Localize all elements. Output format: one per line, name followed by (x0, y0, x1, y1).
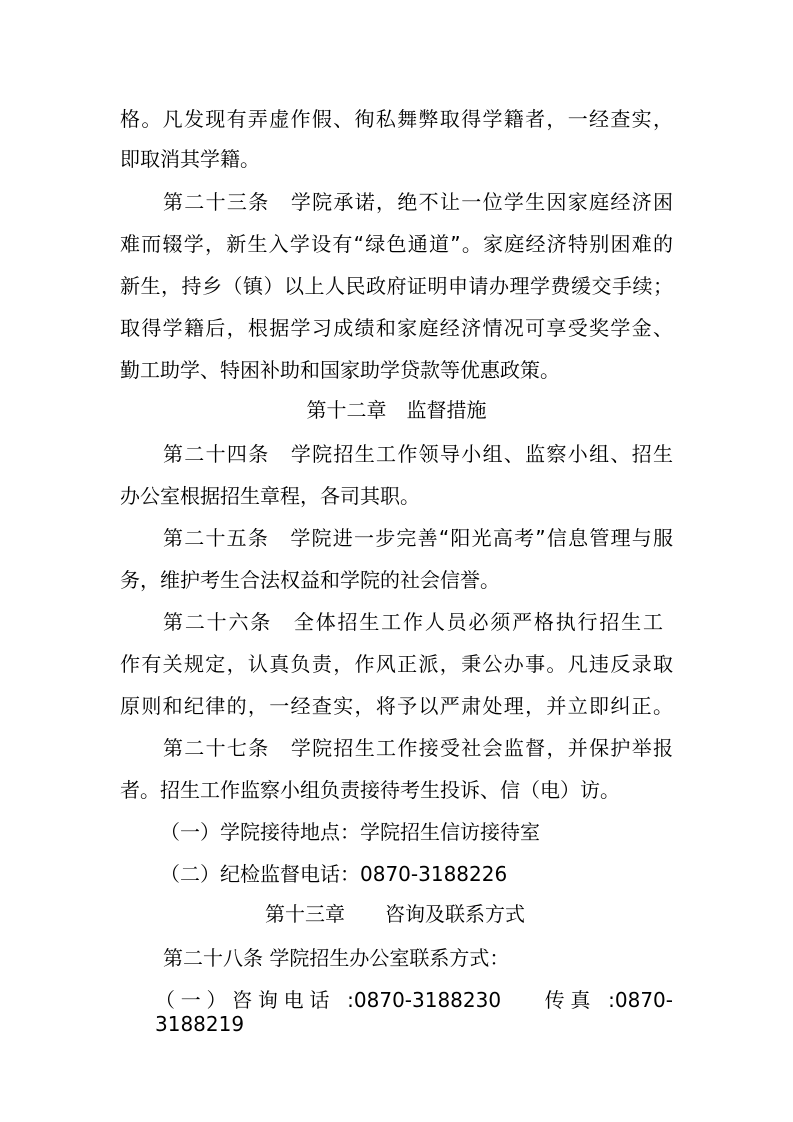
paragraph-line: 取得学籍后，根据学习成绩和家庭经济情况可享受奖学金、 (120, 316, 673, 340)
paragraph-line: 新生，持乡（镇）以上人民政府证明申请办理学费缓交手续； (120, 274, 673, 298)
paragraph-line: 格。凡发现有弄虚作假、徇私舞弊取得学籍者，一经查实， (120, 107, 673, 131)
article-25-heading-line: 第二十五条 学院进一步完善“阳光高考”信息管理与服 (163, 526, 673, 550)
paragraph-line: 者。招生工作监察小组负责接待考生投诉、信（电）访。 (120, 778, 620, 802)
paragraph-line: 即取消其学籍。 (120, 147, 260, 171)
paragraph-line: 务，维护考生合法权益和学院的社会信誉。 (120, 568, 500, 592)
article-26-heading-line: 第二十六条 全体招生工作人员必须严格执行招生工 (163, 610, 663, 634)
reception-location-line: （一）学院接待地点：学院招生信访接待室 (160, 820, 540, 844)
paragraph-line: 作有关规定，认真负责，作风正派，秉公办事。凡违反录取 (120, 652, 673, 676)
contact-phone-fax-line: （一）咨询电话 :0870-3188230 传真 :0870-3188219 (155, 988, 673, 1036)
chapter-13-title: 第十三章 咨询及联系方式 (265, 902, 525, 926)
paragraph-line: 原则和纪律的，一经查实，将予以严肃处理，并立即纠正。 (120, 694, 673, 718)
article-27-heading-line: 第二十七条 学院招生工作接受社会监督，并保护举报 (163, 736, 673, 760)
supervision-phone-line: （二）纪检监督电话：0870-3188226 (160, 862, 508, 886)
article-28-heading-line: 第二十八条 学院招生办公室联系方式： (163, 946, 510, 970)
article-24-heading-line: 第二十四条 学院招生工作领导小组、监察小组、招生 (163, 442, 673, 466)
paragraph-line: 办公室根据招生章程，各司其职。 (120, 484, 420, 508)
paragraph-line: 勤工助学、特困补助和国家助学贷款等优惠政策。 (120, 358, 560, 382)
chapter-12-title: 第十二章 监督措施 (306, 398, 487, 422)
article-23-heading-line: 第二十三条 学院承诺，绝不让一位学生因家庭经济困 (163, 190, 673, 214)
paragraph-line: 难而辍学，新生入学设有“绿色通道”。家庭经济特别困难的 (120, 232, 673, 256)
